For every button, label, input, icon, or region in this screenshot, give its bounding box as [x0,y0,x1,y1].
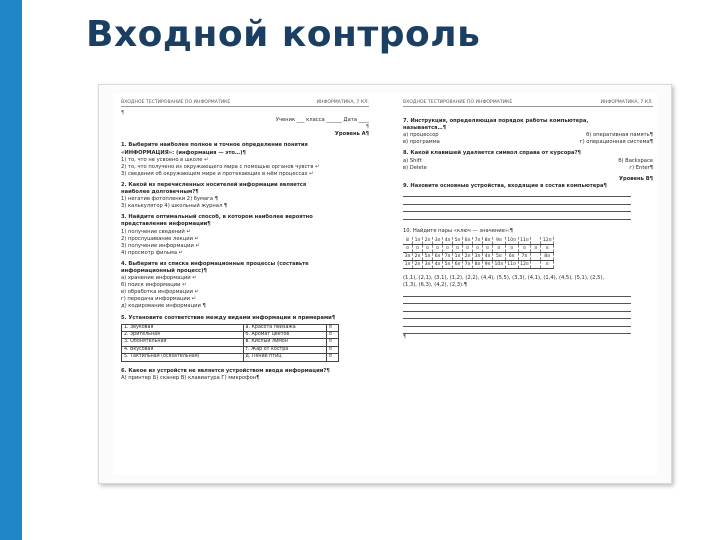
answer-grid [403,237,554,269]
table-row [403,245,554,253]
grid-cell: ¤ [518,245,531,253]
q6-options: А) принтер Б) сканер В) клавиатура Г) микрофон¶ [121,374,260,381]
grid-cell: 1¤ [413,237,423,245]
document-page [113,93,657,475]
right-column [403,99,653,471]
question-3-line1: 3. Найдите оптимальный способ, в котором наиболее вероятно [121,214,313,221]
question-1-line1: 1. Выберите наиболее полное и точное определение понятия [121,142,308,149]
pairs-line: (1,3), (6,3), (4,2), (2,3).¶ [403,282,468,289]
grid-cell: 9¤ [483,261,493,269]
q3-option: 1) получение сведений ↵ [121,228,191,235]
grid-cell: ¤ [463,245,473,253]
answer-line [403,297,631,305]
left-column [121,99,369,471]
grid-cell: 9¤ [493,237,506,245]
pairs-line: (1,1), (2,1), (3,1), (1,2), (2,2), (4,4), (5,5), (3,3), (4,1), (1,4), (4,5), (5,1), (2,5), [403,275,605,282]
table-cell: ¤ [326,332,338,339]
table-cell: д. Пение птиц [243,354,326,361]
pilcrow: ¶ [403,334,407,341]
grid-cell [531,253,541,261]
student-name-line: Ученик ___ класса ______ Дата ____ [275,117,369,124]
grid-cell: ¤ [423,245,433,253]
answer-line [403,197,631,205]
grid-cell: 6¤ [505,253,518,261]
grid-cell [531,261,541,269]
document-preview [98,84,672,484]
question-10: 10. Найдите пары «ключ — значение»:¶ [403,227,514,234]
question-5: 5. Установите соответствие между видами информации и примерами¶ [121,314,336,321]
grid-cell: 2¤ [463,253,473,261]
grid-cell: 5¤ [493,253,506,261]
grid-cell: 7¤ [463,261,473,269]
grid-cell: 3¤ [403,253,413,261]
grid-cell: ¤ [505,245,518,253]
grid-cell: 8¤ [541,253,554,261]
q8-option: г) Enter¶ [629,164,653,171]
q3-option: 4) просмотр фильма ↵ [121,249,184,256]
grid-cell: 8¤ [473,261,483,269]
table-row [122,324,339,331]
grid-cell: ¤ [413,245,423,253]
grid-cell: 5¤ [423,253,433,261]
table-row [122,339,339,346]
table-row [403,261,554,269]
q2-option: 3) калькулятор 4) школьный журнал ¶ [121,203,228,210]
answer-line [403,205,631,213]
q4-option: г) передача информации ↵ [121,296,197,303]
table-cell: б. Аромат цветов [243,332,326,339]
grid-cell: ¤ [433,245,443,253]
answer-line [403,327,631,335]
q4-option: б) поиск информации ↵ [121,282,187,289]
answer-line [403,319,631,327]
answer-line [403,304,631,312]
grid-cell: 10¤ [494,262,504,268]
table-cell: ¤ [326,346,338,353]
grid-cell: 3¤ [433,237,443,245]
grid-cell: 1¤ [453,253,463,261]
page-header [121,99,369,107]
slide-title: Входной контроль [86,14,481,55]
q4-option: в) обработка информации ↵ [121,289,199,296]
grid-cell: ¤ [443,245,453,253]
table-cell: ¤ [326,354,338,361]
table-cell: 3. Обонятельная [122,339,244,346]
table-cell: в. Кислый лимон [243,339,326,346]
grid-cell: 3¤ [423,261,433,269]
grid-cell: 2¤ [423,237,433,245]
q7-option: в) программа [403,139,440,146]
grid-cell [531,237,541,245]
question-2-line1: 2. Какой из перечисленных носителей информации является [121,181,307,188]
level-b-heading: Уровень B¶ [618,175,653,182]
question-7-line1: 7. Инструкция, определяющая порядок работы компьютера, [403,118,589,125]
grid-cell: 8¤ [483,237,493,245]
grid-cell: 7¤ [443,253,453,261]
table-cell: г. Жар от костра [243,346,326,353]
question-2-line2: наиболее долговечным?¶ [121,189,199,196]
table-row [122,354,339,361]
header-right: ИНФОРМАТИКА, 7 КЛ. [600,100,653,105]
question-4-line2: информационный процесс)¶ [121,267,207,274]
table-row [122,346,339,353]
table-cell: 5. Тактильная (осязательная) [122,354,244,361]
page-header [403,99,653,107]
q7-options-row [403,139,653,146]
grid-cell: 10¤ [507,238,517,244]
question-4-line1: 4. Выберите из списка информационные процессы (составьте [121,260,309,267]
question-1-line2: «ИНФОРМАЦИЯ»: (информация — это…)¶ [121,149,246,156]
grid-cell: ¤ [473,245,483,253]
q8-option: в) Delete [403,164,427,171]
level-a-heading: Уровень A¶ [334,131,369,138]
grid-cell: ¤ [541,261,554,269]
grid-cell: 8 [403,237,413,245]
table-cell: ¤ [326,339,338,346]
table-cell: а. Красота пейзажа [243,324,326,331]
grid-cell: 7¤ [473,237,483,245]
grid-cell: ¤ [493,245,506,253]
question-9: 9. Назовите основные устройства, входящие в состав компьютера¶ [403,182,607,189]
q7-option: а) процессор [403,132,439,139]
grid-cell: 6¤ [463,237,473,245]
grid-cell: 4¤ [433,261,443,269]
header-left: ВХОДНОЕ ТЕСТИРОВАНИЕ ПО ИНФОРМАТИКЕ [403,100,513,105]
grid-cell: 11¤ [520,238,529,244]
header-left: ВХОДНОЕ ТЕСТИРОВАНИЕ ПО ИНФОРМАТИКЕ [121,100,231,105]
grid-cell: 11¤ [507,262,517,268]
grid-cell: 5¤ [453,237,463,245]
pilcrow: ¶ [365,124,369,131]
q8-option: а) Shift [403,157,422,164]
grid-cell: 7¤ [518,253,531,261]
table-cell: 1. Звуковая [122,324,244,331]
q7-options-row [403,132,653,139]
header-right: ИНФОРМАТИКА, 7 КЛ. [316,100,369,105]
q1-option: 2) то, что получено из окружающего мира с помощью органов чувств ↵ [121,163,320,170]
q3-option: 2) прослушивание лекции ↵ [121,235,199,242]
q1-option: 1) то, что не усвоено в школе ↵ [121,156,209,163]
grid-cell: 6¤ [453,261,463,269]
q4-option: д) кодирование информации ¶ [121,303,206,310]
q4-option: а) хранение информации ↵ [121,275,197,282]
table-cell: ¤ [326,324,338,331]
table-row [403,253,554,261]
grid-cell: ¤ [483,245,493,253]
q8-option: б) Backspace [618,157,653,164]
grid-cell: ¤ [403,245,413,253]
table-cell: 4. Вкусовая [122,346,244,353]
q1-option: 3) сведения об окружающем мире и протекающих в нём процессах ↵ [121,170,314,177]
grid-cell: 6¤ [433,253,443,261]
answer-line [403,190,631,198]
pilcrow: ¶ [121,110,125,117]
q7-option: б) оперативная память¶ [586,132,653,139]
grid-cell: 12¤ [520,262,529,268]
question-8: 8. Какой клавишей удаляется символ справа от курсора?¶ [403,150,581,157]
grid-cell: 12¤ [542,238,552,244]
grid-cell: 2¤ [413,253,423,261]
question-7-line2: называется…¶ [403,125,446,132]
question-3-line2: представление информации¶ [121,221,211,228]
table-row [403,237,554,245]
q8-options-row [403,165,653,172]
q2-option: 1) негатив фотопленки 2) бумага ¶ [121,196,218,203]
accent-bar [0,0,22,540]
answer-line [403,312,631,320]
grid-cell: 2¤ [413,261,423,269]
q7-option: г) операционная система¶ [579,139,653,146]
answer-line [403,289,631,297]
grid-cell: ¤ [541,245,554,253]
q3-option: 3) получение информации ↵ [121,242,200,249]
table-row [122,332,339,339]
matching-table [121,324,339,362]
grid-cell: 5¤ [443,261,453,269]
grid-cell: 4¤ [483,253,493,261]
grid-cell: ¤ [453,245,463,253]
grid-cell: 4¤ [443,237,453,245]
grid-cell: 1¤ [403,261,413,269]
table-cell: 2. Зрительная [122,332,244,339]
q8-options-row [403,158,653,165]
question-6: 6. Какое из устройств не является устройством ввода информации?¶ [121,367,330,374]
answer-line [403,212,631,220]
grid-cell: ¤ [531,245,541,253]
grid-cell: 3¤ [473,253,483,261]
